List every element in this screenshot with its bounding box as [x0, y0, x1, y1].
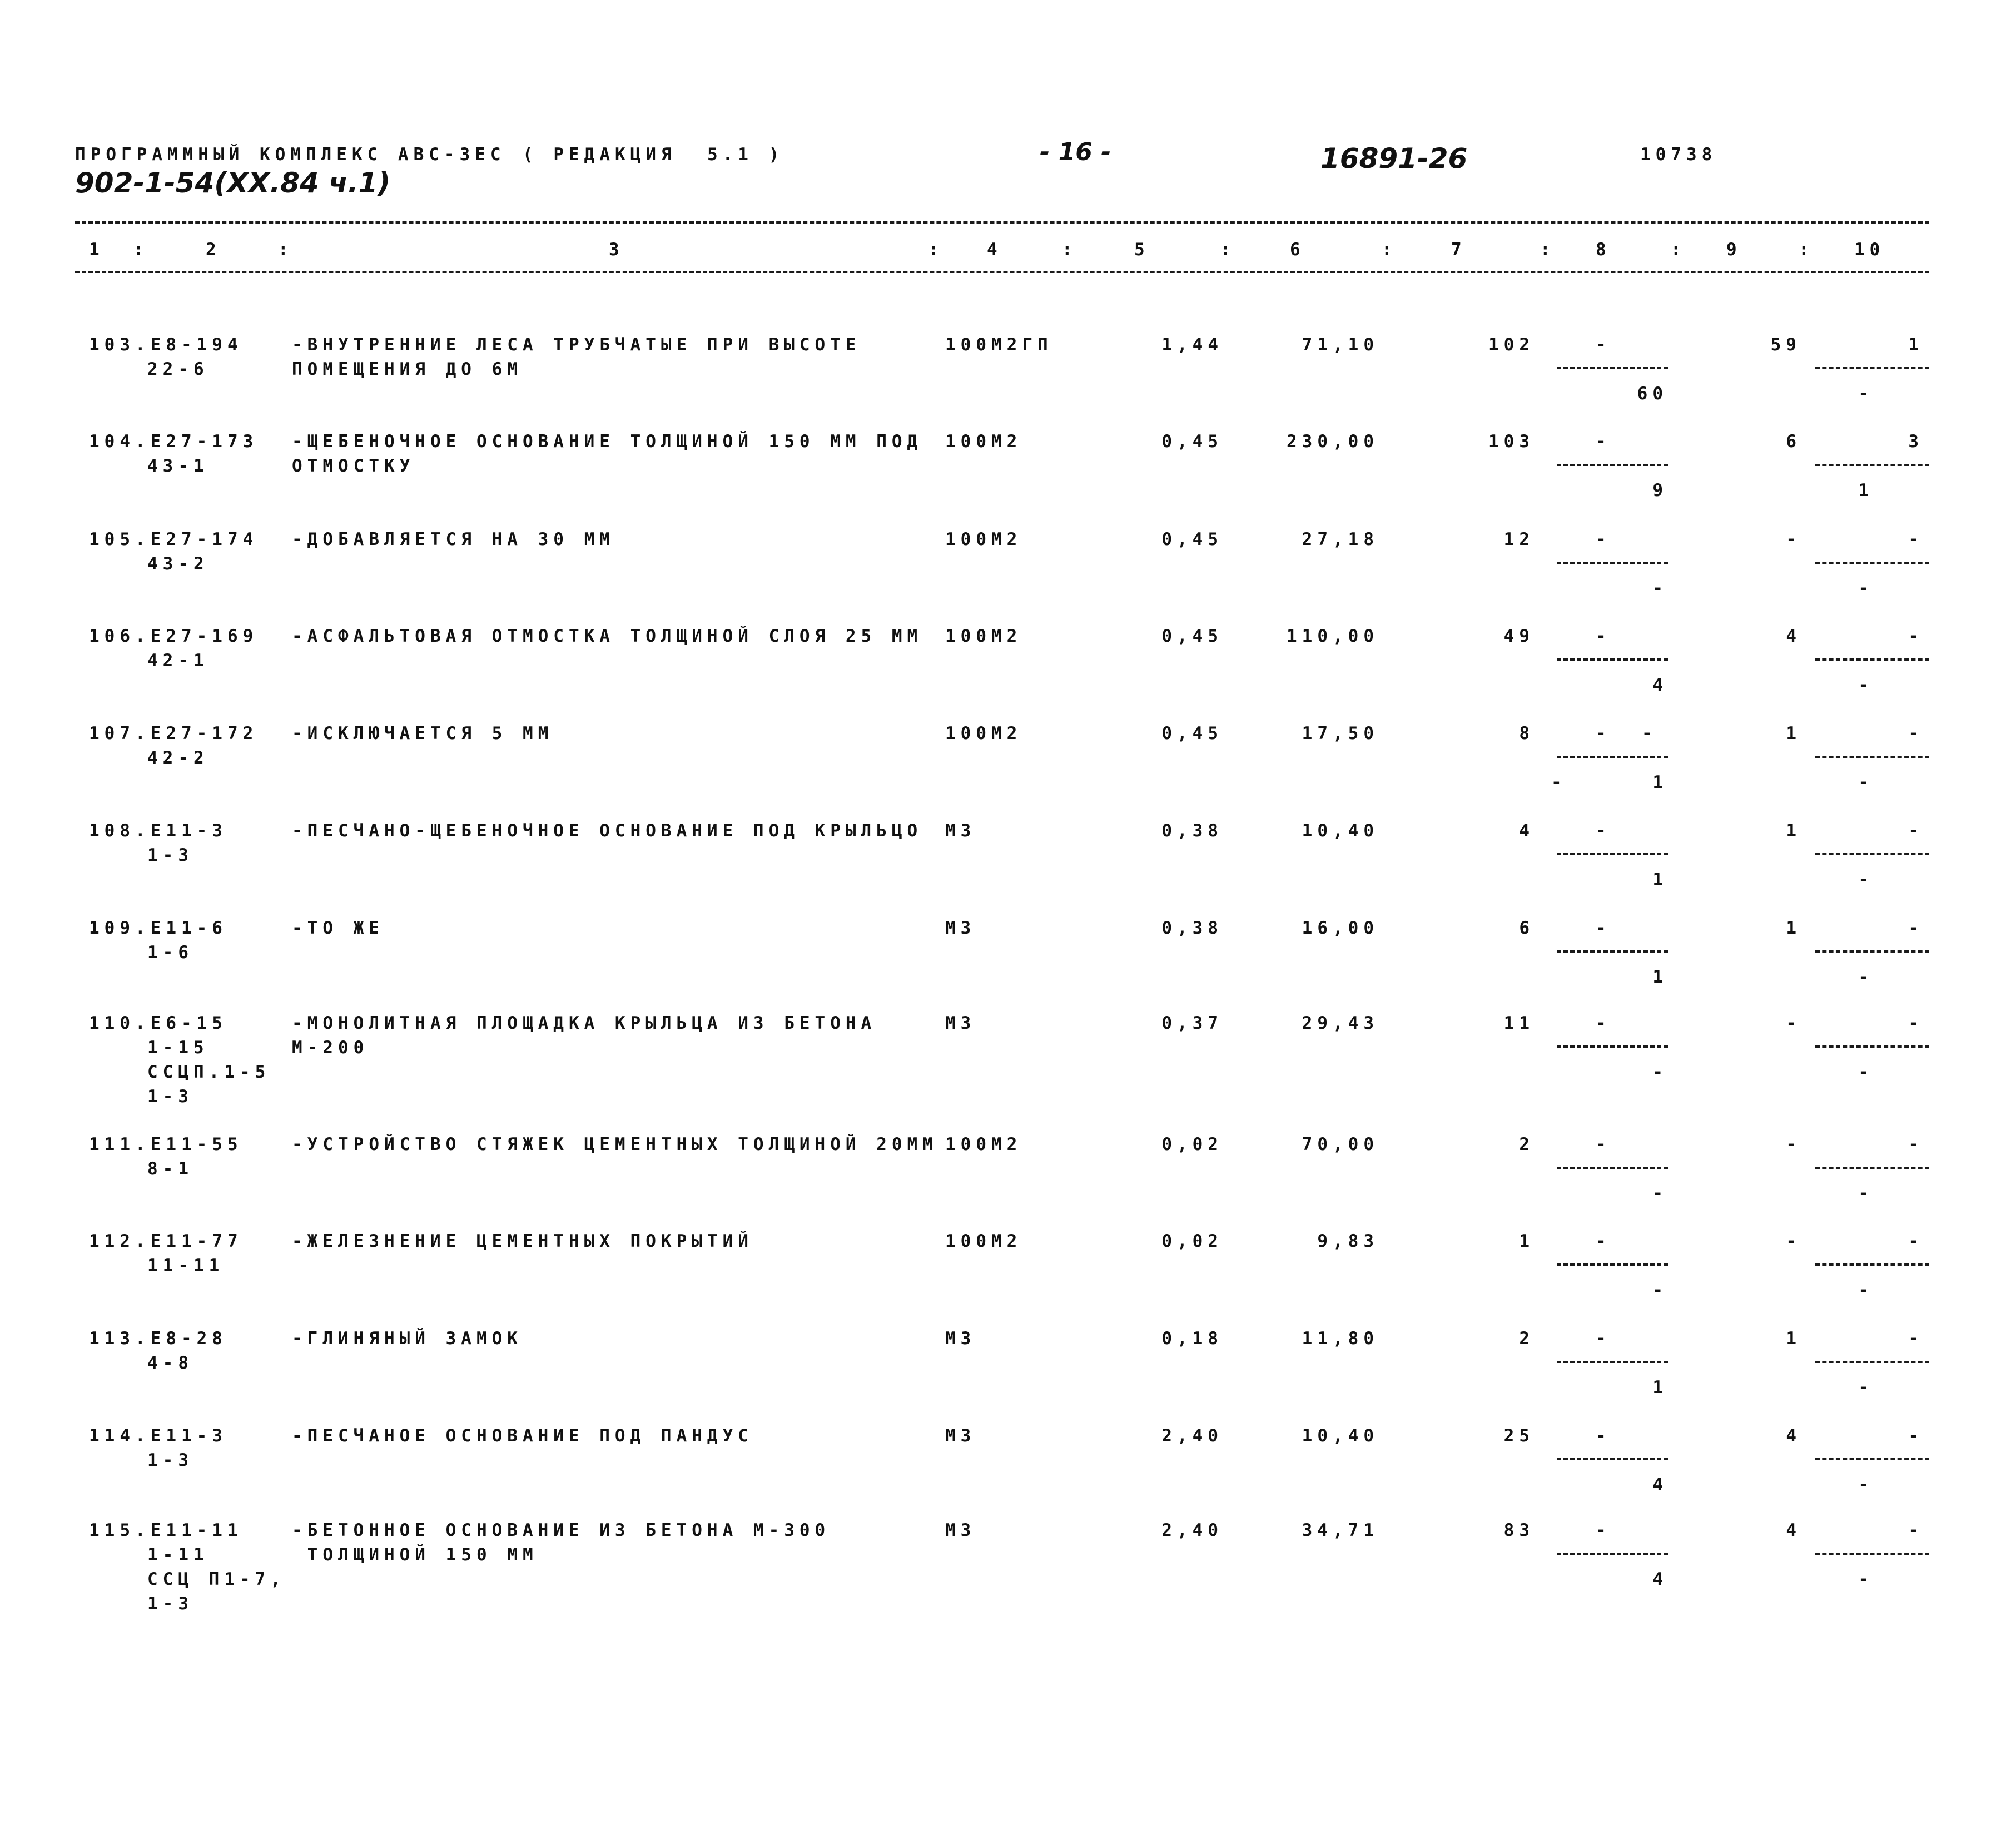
- col-header-3: 3: [609, 240, 624, 260]
- row-description: -БЕТОННОЕ ОСНОВАНИЕ ИЗ БЕТОНА М-300: [292, 1520, 831, 1540]
- row-col8-top: -: [1596, 1013, 1611, 1033]
- row-col8-top: -: [1596, 529, 1611, 549]
- row-total: 49: [1503, 626, 1535, 646]
- col-header-6: 6: [1290, 240, 1305, 260]
- row-description: -ВНУТРЕННИЕ ЛЕСА ТРУБЧАТЫЕ ПРИ ВЫСОТЕ: [292, 335, 861, 355]
- row-price: 70,00: [1302, 1134, 1379, 1154]
- row-col8-fraction-line: [1557, 367, 1668, 369]
- row-col10-bottom: -: [1858, 870, 1874, 890]
- row-col10-top: -: [1908, 723, 1924, 743]
- col-header-10: 10: [1854, 240, 1885, 260]
- row-col8-bottom: 4: [1652, 1569, 1668, 1589]
- row-description: -ЖЕЛЕЗНЕНИЕ ЦЕМЕНТНЫХ ПОКРЫТИЙ: [292, 1231, 753, 1251]
- row-code: 106.Е27-169: [89, 626, 259, 646]
- row-col8-fraction-line: [1557, 1167, 1668, 1169]
- row-quantity: 0,45: [1161, 626, 1223, 646]
- row-price: 230,00: [1287, 432, 1379, 452]
- row-col8-bottom: 1: [1652, 967, 1668, 987]
- row-col8-top: -: [1596, 335, 1611, 355]
- row-col10-top: -: [1908, 1520, 1924, 1540]
- row-col8-top: -: [1596, 1231, 1611, 1251]
- row-subcode: 1-6: [147, 943, 193, 963]
- row-quantity: 0,02: [1161, 1231, 1223, 1251]
- row-description: М-200: [292, 1038, 369, 1058]
- row-subcode: ССЦП.1-5: [147, 1062, 271, 1082]
- row-col10-bottom: -: [1858, 1475, 1874, 1495]
- row-col8-left: -: [1551, 772, 1567, 792]
- row-col9: 1: [1786, 918, 1801, 938]
- row-code: 115.Е11-11: [89, 1520, 243, 1540]
- row-col10-top: -: [1908, 1426, 1924, 1446]
- row-col8-top: -: [1596, 1134, 1611, 1154]
- row-col9: -: [1786, 529, 1801, 549]
- row-code: 110.Е6-15: [89, 1013, 227, 1033]
- row-description: -ЩЕБЕНОЧНОЕ ОСНОВАНИЕ ТОЛЩИНОЙ 150 ММ ПОД: [292, 432, 923, 452]
- row-col10-fraction-line: [1815, 756, 1929, 758]
- header-rule-top: [75, 221, 1929, 224]
- row-total: 11: [1503, 1013, 1535, 1033]
- row-unit: М3: [945, 918, 976, 938]
- row-col8-bottom: 60: [1637, 384, 1668, 404]
- row-col8-fraction-line: [1557, 1263, 1668, 1266]
- row-unit: М3: [945, 1426, 976, 1446]
- col-header-1: 1: [89, 240, 105, 260]
- row-col8-bottom: -: [1652, 578, 1668, 598]
- row-col8-bottom: 9: [1652, 480, 1668, 500]
- row-col10-fraction-line: [1815, 367, 1929, 369]
- row-code: 103.Е8-194: [89, 335, 243, 355]
- row-price: 10,40: [1302, 821, 1379, 841]
- row-col8-fraction-line: [1557, 1458, 1668, 1460]
- row-description: -ПЕСЧАНО-ЩЕБЕНОЧНОЕ ОСНОВАНИЕ ПОД КРЫЛЬЦО: [292, 821, 923, 841]
- row-description: -АСФАЛЬТОВАЯ ОТМОСТКА ТОЛЩИНОЙ СЛОЯ 25 ММ: [292, 626, 923, 646]
- col-header-8: 8: [1596, 240, 1611, 260]
- row-col8-top: -: [1596, 821, 1611, 841]
- row-col10-bottom: -: [1858, 578, 1874, 598]
- row-subcode: 1-3: [147, 1450, 193, 1470]
- col-header-9: 9: [1726, 240, 1742, 260]
- row-price: 10,40: [1302, 1426, 1379, 1446]
- row-col10-fraction-line: [1815, 853, 1929, 855]
- row-col10-bottom: -: [1858, 1183, 1874, 1203]
- row-col8-fraction-line: [1557, 562, 1668, 564]
- row-col10-bottom: 1: [1858, 480, 1874, 500]
- row-total: 2: [1519, 1329, 1535, 1349]
- document-code: 10738: [1640, 145, 1717, 165]
- edition-label: ( РЕДАКЦИЯ 5.1 ): [523, 145, 784, 165]
- row-description: ТОЛЩИНОЙ 150 ММ: [292, 1545, 538, 1565]
- row-subcode: 22-6: [147, 359, 209, 379]
- row-col10-top: 3: [1908, 432, 1924, 452]
- row-subcode: 1-15: [147, 1038, 209, 1058]
- row-subcode: 1-11: [147, 1545, 209, 1565]
- row-col8-top: -: [1596, 626, 1611, 646]
- row-col10-bottom: -: [1858, 1280, 1874, 1300]
- row-col10-bottom: -: [1858, 384, 1874, 404]
- row-quantity: 0,45: [1161, 529, 1223, 549]
- row-total: 83: [1503, 1520, 1535, 1540]
- row-unit: 100М2: [945, 1134, 1022, 1154]
- row-col10-fraction-line: [1815, 1458, 1929, 1460]
- col-sep: :: [928, 240, 944, 260]
- row-col9: -: [1786, 1134, 1801, 1154]
- row-col10-top: -: [1908, 821, 1924, 841]
- row-code: 107.Е27-172: [89, 723, 259, 743]
- row-subcode: 11-11: [147, 1256, 225, 1276]
- row-subcode: 1-3: [147, 845, 193, 865]
- row-description: ОТМОСТКУ: [292, 456, 415, 476]
- row-description: ПОМЕЩЕНИЯ ДО 6М: [292, 359, 523, 379]
- row-subcode: 42-2: [147, 748, 209, 768]
- row-unit: 100М2: [945, 432, 1022, 452]
- row-code: 114.Е11-3: [89, 1426, 227, 1446]
- row-col8-fraction-line: [1557, 1045, 1668, 1048]
- row-code: 112.Е11-77: [89, 1231, 243, 1251]
- row-col10-fraction-line: [1815, 1263, 1929, 1266]
- row-col8-fraction-line: [1557, 1361, 1668, 1363]
- row-col8-top: -: [1596, 432, 1611, 452]
- row-total: 103: [1488, 432, 1535, 452]
- row-total: 6: [1519, 918, 1535, 938]
- row-code: 109.Е11-6: [89, 918, 227, 938]
- row-col8-fraction-line: [1557, 1553, 1668, 1555]
- row-col8-top: -: [1596, 1329, 1611, 1349]
- row-price: 110,00: [1287, 626, 1379, 646]
- row-code: 105.Е27-174: [89, 529, 259, 549]
- document-number: 16891-26: [1320, 142, 1468, 175]
- row-col8-bottom: -: [1652, 1183, 1668, 1203]
- row-unit: М3: [945, 1520, 976, 1540]
- row-quantity: 2,40: [1161, 1426, 1223, 1446]
- row-unit: 100М2: [945, 1231, 1022, 1251]
- row-col8-top: -: [1596, 1520, 1611, 1540]
- col-sep: :: [1062, 240, 1077, 260]
- row-col9: 1: [1786, 1329, 1801, 1349]
- row-subcode: 1-3: [147, 1087, 193, 1107]
- row-quantity: 0,18: [1161, 1329, 1223, 1349]
- row-col10-top: -: [1908, 1013, 1924, 1033]
- row-col10-bottom: -: [1858, 772, 1874, 792]
- project-number: 902-1-54(XX.84 ч.1): [75, 167, 391, 199]
- row-col10-top: -: [1908, 1134, 1924, 1154]
- header-rule-bottom: [75, 271, 1929, 273]
- row-code: 108.Е11-3: [89, 821, 227, 841]
- row-price: 9,83: [1317, 1231, 1379, 1251]
- row-col10-fraction-line: [1815, 464, 1929, 466]
- row-quantity: 2,40: [1161, 1520, 1223, 1540]
- row-col9: -: [1786, 1231, 1801, 1251]
- row-col9: 4: [1786, 1520, 1801, 1540]
- row-unit: 100М2: [945, 626, 1022, 646]
- col-sep: :: [1671, 240, 1686, 260]
- row-col10-fraction-line: [1815, 658, 1929, 661]
- row-unit: 100М2: [945, 529, 1022, 549]
- row-description: -ГЛИНЯНЫЙ ЗАМОК: [292, 1329, 523, 1349]
- row-description: -ПЕСЧАНОЕ ОСНОВАНИЕ ПОД ПАНДУС: [292, 1426, 753, 1446]
- row-total: 8: [1519, 723, 1535, 743]
- row-quantity: 0,38: [1161, 918, 1223, 938]
- row-price: 29,43: [1302, 1013, 1379, 1033]
- row-subcode: 42-1: [147, 651, 209, 671]
- row-col9: 4: [1786, 626, 1801, 646]
- row-total: 2: [1519, 1134, 1535, 1154]
- col-sep: :: [1540, 240, 1556, 260]
- row-col9: 4: [1786, 1426, 1801, 1446]
- row-col8-bottom: 1: [1652, 1377, 1668, 1397]
- row-quantity: 0,45: [1161, 432, 1223, 452]
- row-quantity: 1,44: [1161, 335, 1223, 355]
- row-col10-fraction-line: [1815, 1553, 1929, 1555]
- row-price: 71,10: [1302, 335, 1379, 355]
- col-header-2: 2: [206, 240, 221, 260]
- row-subcode: 4-8: [147, 1353, 193, 1373]
- row-price: 11,80: [1302, 1329, 1379, 1349]
- row-price: 16,00: [1302, 918, 1379, 938]
- row-total: 1: [1519, 1231, 1535, 1251]
- row-col8-fraction-line: [1557, 658, 1668, 661]
- row-col10-top: 1: [1908, 335, 1924, 355]
- row-col8-fraction-line: [1557, 756, 1668, 758]
- row-description: -ТО ЖЕ: [292, 918, 384, 938]
- row-price: 27,18: [1302, 529, 1379, 549]
- row-col9: 1: [1786, 723, 1801, 743]
- row-col10-top: -: [1908, 918, 1924, 938]
- row-quantity: 0,37: [1161, 1013, 1223, 1033]
- col-sep: :: [1799, 240, 1814, 260]
- row-unit: М3: [945, 821, 976, 841]
- row-col9: 59: [1770, 335, 1801, 355]
- row-col8-bottom: 1: [1652, 870, 1668, 890]
- row-col10-fraction-line: [1815, 562, 1929, 564]
- row-col9: -: [1786, 1013, 1801, 1033]
- col-header-4: 4: [987, 240, 1002, 260]
- row-col10-fraction-line: [1815, 950, 1929, 953]
- col-sep: :: [278, 240, 294, 260]
- row-col10-fraction-line: [1815, 1167, 1929, 1169]
- row-col8-fraction-line: [1557, 853, 1668, 855]
- col-sep: :: [1382, 240, 1397, 260]
- row-quantity: 0,38: [1161, 821, 1223, 841]
- row-col8-bottom: -: [1652, 1062, 1668, 1082]
- row-col8-bottom: 1: [1652, 772, 1668, 792]
- row-quantity: 0,02: [1161, 1134, 1223, 1154]
- row-description: -ИСКЛЮЧАЕТСЯ 5 ММ: [292, 723, 554, 743]
- row-unit: 100М2: [945, 723, 1022, 743]
- row-description: -ДОБАВЛЯЕТСЯ НА 30 ММ: [292, 529, 615, 549]
- row-col10-bottom: -: [1858, 1377, 1874, 1397]
- row-col10-top: -: [1908, 1231, 1924, 1251]
- row-col8-bottom: 4: [1652, 1475, 1668, 1495]
- row-col10-top: -: [1908, 529, 1924, 549]
- program-title: ПРОГРАММНЫЙ КОМПЛЕКС АВС-ЗЕС: [75, 145, 506, 165]
- row-code: 113.Е8-28: [89, 1329, 227, 1349]
- row-unit: М3: [945, 1013, 976, 1033]
- row-description: -УСТРОЙСТВО СТЯЖЕК ЦЕМЕНТНЫХ ТОЛЩИНОЙ 20ММ: [292, 1134, 938, 1154]
- row-col8-top: - -: [1596, 723, 1657, 743]
- row-col8-top: -: [1596, 918, 1611, 938]
- row-subcode: 43-2: [147, 554, 209, 574]
- col-sep: :: [1220, 240, 1236, 260]
- row-price: 34,71: [1302, 1520, 1379, 1540]
- row-code: 104.Е27-173: [89, 432, 259, 452]
- row-col10-bottom: -: [1858, 967, 1874, 987]
- row-col9: 1: [1786, 821, 1801, 841]
- row-total: 25: [1503, 1426, 1535, 1446]
- row-total: 12: [1503, 529, 1535, 549]
- row-subcode: 43-1: [147, 456, 209, 476]
- row-col8-top: -: [1596, 1426, 1611, 1446]
- row-col10-bottom: -: [1858, 1062, 1874, 1082]
- row-subcode: 8-1: [147, 1159, 193, 1179]
- row-description: -МОНОЛИТНАЯ ПЛОЩАДКА КРЫЛЬЦА ИЗ БЕТОНА: [292, 1013, 877, 1033]
- row-unit: 100М2ГП: [945, 335, 1053, 355]
- row-unit: М3: [945, 1329, 976, 1349]
- row-col8-bottom: -: [1652, 1280, 1668, 1300]
- row-col10-fraction-line: [1815, 1045, 1929, 1048]
- row-subcode: ССЦ П1-7,: [147, 1569, 286, 1589]
- row-subcode: 1-3: [147, 1594, 193, 1614]
- row-quantity: 0,45: [1161, 723, 1223, 743]
- row-col10-fraction-line: [1815, 1361, 1929, 1363]
- col-sep: :: [133, 240, 149, 260]
- row-col9: 6: [1786, 432, 1801, 452]
- page-number: - 16 -: [1040, 138, 1111, 166]
- row-col10-top: -: [1908, 1329, 1924, 1349]
- row-col8-fraction-line: [1557, 950, 1668, 953]
- col-header-7: 7: [1451, 240, 1467, 260]
- row-col8-bottom: 4: [1652, 675, 1668, 695]
- row-code: 111.Е11-55: [89, 1134, 243, 1154]
- row-col10-top: -: [1908, 626, 1924, 646]
- row-col8-fraction-line: [1557, 464, 1668, 466]
- row-total: 4: [1519, 821, 1535, 841]
- row-col10-bottom: -: [1858, 1569, 1874, 1589]
- row-price: 17,50: [1302, 723, 1379, 743]
- col-header-5: 5: [1134, 240, 1150, 260]
- row-col10-bottom: -: [1858, 675, 1874, 695]
- row-total: 102: [1488, 335, 1535, 355]
